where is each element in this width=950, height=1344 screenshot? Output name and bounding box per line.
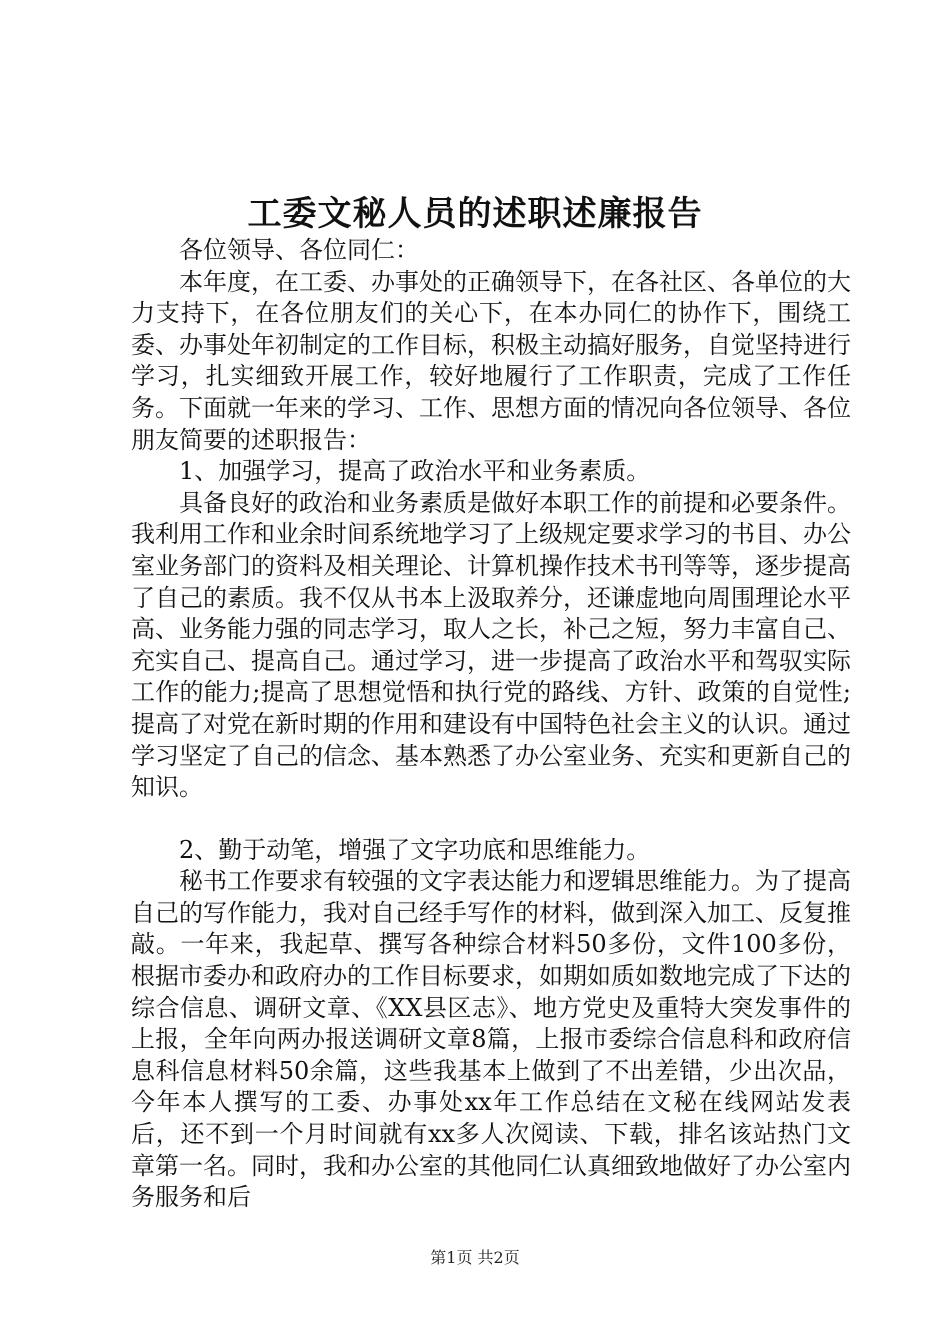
document-body <box>131 235 851 1214</box>
salutation-paragraph: 各位领导、各位同仁： <box>179 236 419 264</box>
section-heading-2: 2、勤于动笔，增强了文字功底和思维能力。 <box>179 835 651 864</box>
section-heading-1: 1、加强学习，提高了政治水平和业务素质。 <box>179 457 651 486</box>
section-body-2: 秘书工作要求有较强的文字表达能力和逻辑思维能力。为了提高自己的写作能力，我对自己经手写作的材料，做到深入加工、反复推敲。一年来，我起草、撰写各种综合材料50多份，文件100多份，根据市委办和政府办的工作目标要求，如期如质如数地完成了下达的综合信息、调研文章、《XX县区志》、地方党史及重特大突发事件的上报，全年向两办报送调研文章8篇，上报市委综合信息科和政府信息科信息材料50余篇，这些我基本上做到了不出差错，少出次品，今年本人撰写的工委、办事处xx年工作总结在文秘在线网站发表后，还不到一个月时间就有xx多人次阅读、下载，排名该站热门文章第一名。同时，我和办公室的其他同仁认真细致地做好了办公室内务服务和后 <box>131 867 851 1212</box>
section-body-1: 具备良好的政治和业务素质是做好本职工作的前提和必要条件。我利用工作和业余时间系统地学习了上级规定要求学习的书目、办公室业务部门的资料及相关理论、计算机操作技术书刊等等，逐步提高了自己的素质。我不仅从书本上汲取养分，还谦虚地向周围理论水平高、业务能力强的同志学习，取人之长，补己之短，努力丰富自己、充实自己、提高自己。通过学习，进一步提高了政治水平和驾驭实际工作的能力;提高了思想觉悟和执行党的路线、方针、政策的自觉性;提高了对党在新时期的作用和建设有中国特色社会主义的认识。通过学习坚定了自己的信念、基本熟悉了办公室业务、充实和更新自己的知识。 <box>131 488 851 802</box>
document-title: 工委文秘人员的述职述廉报告 <box>247 194 703 234</box>
page-number-footer: 第1页 共2页 <box>430 1248 520 1267</box>
intro-paragraph: 本年度，在工委、办事处的正确领导下，在各社区、各单位的大力支持下，在各位朋友们的关心下，在本办同仁的协作下，围绕工委、办事处年初制定的工作目标，积极主动搞好服务，自觉坚持进行学习，扎实细致开展工作，较好地履行了工作职责，完成了工作任务。下面就一年来的学习、工作、思想方面的情况向各位领导、各位朋友简要的述职报告： <box>131 267 851 454</box>
